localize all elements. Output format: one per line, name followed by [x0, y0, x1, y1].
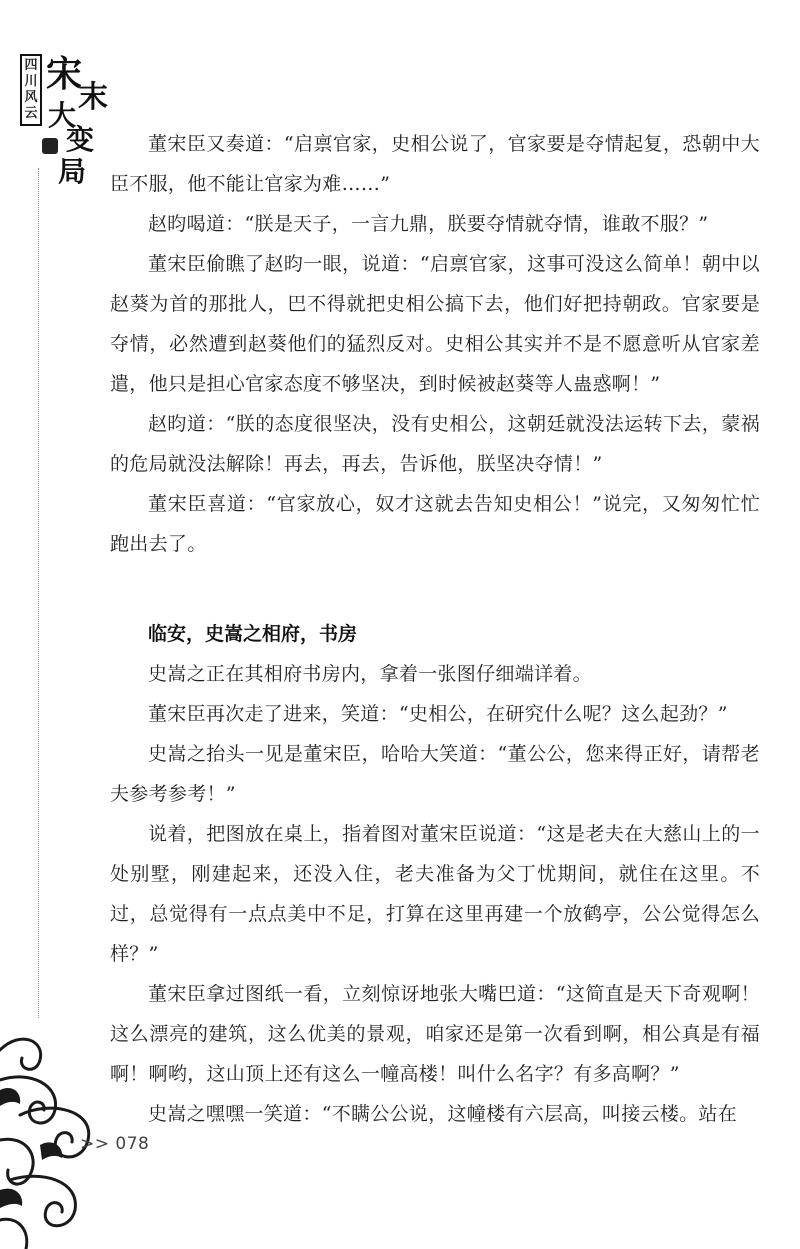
- paragraph: 董宋臣拿过图纸一看，立刻惊讶地张大嘴巴道：“这简直是天下奇观啊！这么漂亮的建筑，这么优美的景观，咱家还是第一次看到啊，相公真是有福啊！啊哟，这山顶上还有这么一幢高楼！叫什么名字？有多高啊？”: [110, 983, 760, 1085]
- scene-heading: 临安，史嵩之相府，书房: [148, 623, 358, 645]
- paragraph: 史嵩之抬头一见是董宋臣，哈哈大笑道：“董公公，您来得正好，请帮老夫参考参考！”: [110, 743, 760, 805]
- series-label-box: [20, 54, 42, 126]
- margin-dotted-rule: [38, 168, 39, 1018]
- paragraph: 史嵩之正在其相府书房内，拿着一张图仔细端详着。: [148, 663, 592, 685]
- title-char: 宋: [46, 53, 83, 95]
- series-char: 风: [24, 90, 38, 105]
- series-char: 四: [24, 58, 38, 73]
- title-char: 局: [58, 155, 87, 188]
- title-char: 变: [66, 123, 95, 156]
- book-title: [44, 46, 108, 186]
- paragraph: 史嵩之嘿嘿一笑道：“不瞒公公说，这幢楼有六层高，叫接云楼。站在: [148, 1103, 738, 1125]
- paragraph: 说着，把图放在桌上，指着图对董宋臣说道：“这是老夫在大慈山上的一处别墅，刚建起来，还没入住，老夫准备为父丁忧期间，就住在这里。不过，总觉得有一点点美中不足，打算在这里再建一个放鹤亭，公公觉得怎么样？”: [110, 823, 760, 965]
- paragraph: 董宋臣喜道：“官家放心，奴才这就去告知史相公！”说完，又匆匆忙忙跑出去了。: [110, 493, 760, 555]
- title-char: 末: [78, 80, 108, 115]
- paragraph: 赵昀道：“朕的态度很坚决，没有史相公，这朝廷就没法运转下去，蒙祸的危局就没法解除！再去，再去，告诉他，朕坚决夺情！”: [110, 413, 760, 475]
- title-char: 大: [48, 99, 77, 132]
- page-body: [110, 124, 760, 1134]
- paragraph: 董宋臣偷瞧了赵昀一眼，说道：“启禀官家，这事可没这么简单！朝中以赵葵为首的那批人，巴不得就把史相公搞下去，他们好把持朝政。官家要是夺情，必然遭到赵葵他们的猛烈反对。史相公其实并不是不愿意听从官家差遣，他只是担心官家态度不够坚决，到时候被赵葵等人蛊惑啊！”: [110, 253, 760, 395]
- paragraph: 董宋臣再次走了进来，笑道：“史相公，在研究什么呢？这么起劲？”: [148, 703, 728, 725]
- page-number: >> 078: [80, 1134, 150, 1154]
- paragraph: 董宋臣又奏道：“启禀官家，史相公说了，官家要是夺情起复，恐朝中大臣不服，他不能让官家为难……”: [110, 133, 760, 195]
- seal-stamp: [42, 138, 58, 154]
- paragraph: 赵昀喝道：“朕是天子，一言九鼎，朕要夺情就夺情，谁敢不服？”: [148, 213, 709, 235]
- series-char: 云: [24, 106, 38, 121]
- series-char: 川: [24, 74, 38, 89]
- book-series-logo: [8, 40, 108, 188]
